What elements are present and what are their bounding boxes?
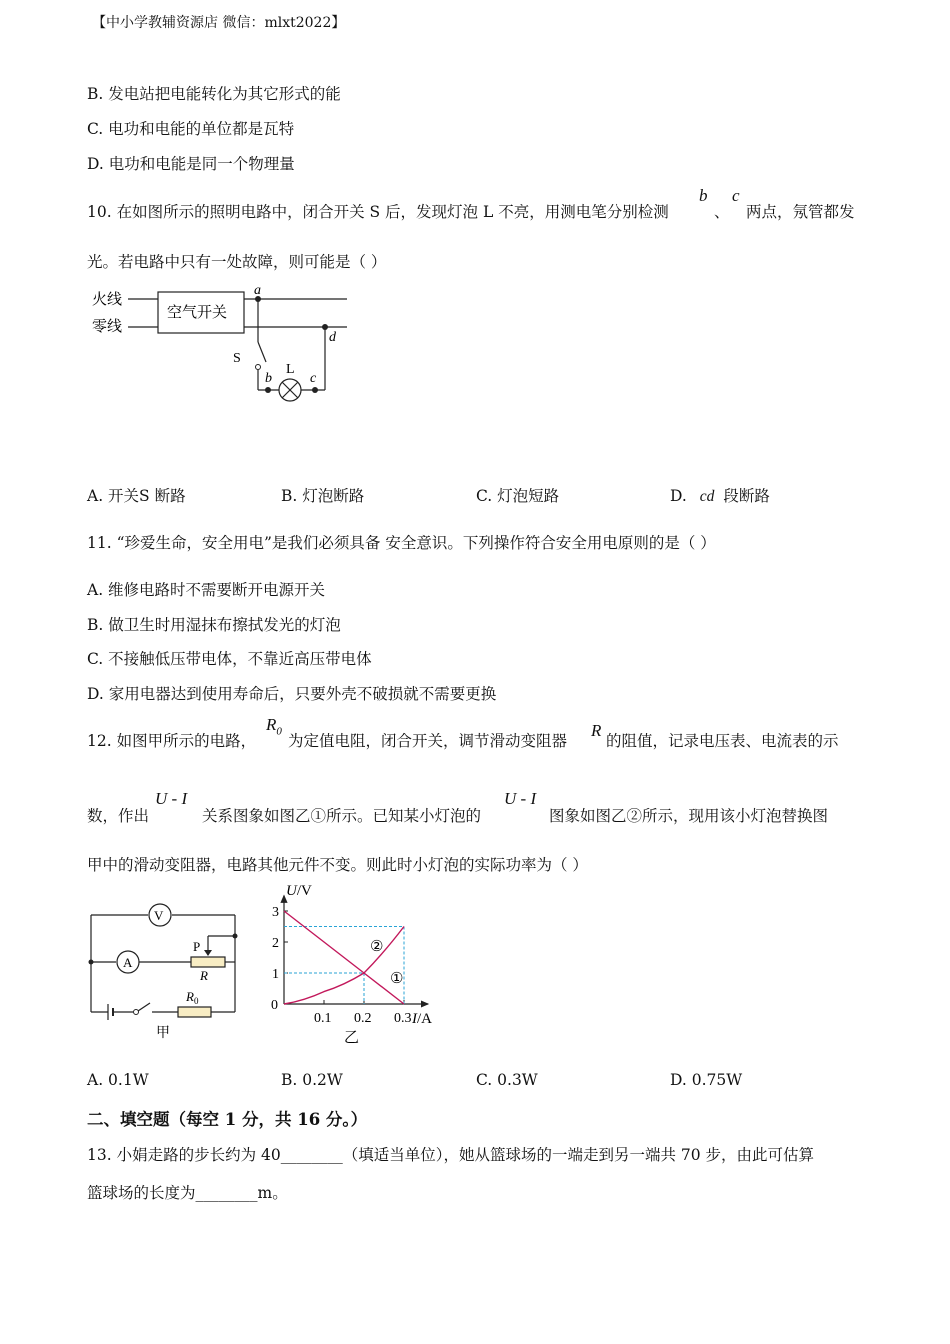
figure-yi-label: 乙 bbox=[344, 1030, 360, 1045]
q10-stem-line1 bbox=[87, 200, 669, 222]
q12-R0-letter: R bbox=[266, 715, 277, 734]
y-tick-label: 1 bbox=[272, 967, 279, 982]
q10-option-d-text: 段断路 bbox=[723, 487, 770, 505]
q9-option-c: C. 电功和电能的单位都是瓦特 bbox=[87, 120, 295, 138]
series-1-label: ① bbox=[390, 971, 404, 988]
label-S: S bbox=[233, 351, 241, 366]
ammeter-label: A bbox=[123, 955, 133, 970]
q12-stem-text-c: 的阻值，记录电压表、电流表的示 bbox=[606, 732, 839, 750]
section-2-heading: 二、填空题（每空 1 分，共 16 分。） bbox=[87, 1110, 368, 1129]
q12-R0-sub: 0 bbox=[276, 725, 282, 738]
q13-line1: 13. 小娟走路的步长约为 40________（填适当单位），她从篮球场的一端走到另一端共 70 步，由此可估算 bbox=[87, 1146, 815, 1164]
q12-stem-text-b: 为定值电阻，闭合开关，调节滑动变阻器 bbox=[288, 732, 568, 750]
rheostat-R-label: R bbox=[200, 968, 208, 983]
y-axis-label: U/V bbox=[286, 883, 312, 899]
q10-option-b: B. 灯泡断路 bbox=[281, 487, 365, 505]
resistor-R0-label bbox=[185, 989, 199, 1006]
q10-option-c: C. 灯泡短路 bbox=[476, 487, 560, 505]
label-c: c bbox=[310, 371, 317, 386]
q10-circuit-figure bbox=[86, 280, 366, 410]
node-c bbox=[312, 387, 318, 393]
page-header: 【中小学教辅资源店 微信：mlxt2022】 bbox=[92, 15, 346, 31]
node-d bbox=[322, 324, 328, 330]
q11-stem: 11. “珍爱生命，安全用电”是我们必须具备 安全意识。下列操作符合安全用电原则的是（ ） bbox=[87, 534, 716, 552]
series-1-line bbox=[284, 911, 404, 1004]
q12-stem-line3: 甲中的滑动变阻器，电路其他元件不变。则此时小灯泡的实际功率为（ ） bbox=[87, 856, 588, 874]
q12-stem-text-a: 12. 如图甲所示的电路， bbox=[87, 732, 257, 750]
q12-option-a: A. 0.1W bbox=[87, 1071, 149, 1089]
q12-graph-yi bbox=[266, 880, 456, 1045]
q10-option-d bbox=[670, 484, 770, 506]
q12-option-b: B. 0.2W bbox=[281, 1071, 343, 1089]
q9-option-b: B. 发电站把电能转化为其它形式的能 bbox=[87, 85, 341, 103]
q12-option-d: D. 0.75W bbox=[670, 1071, 743, 1089]
neutral-wire-label: 零线 bbox=[92, 319, 123, 335]
q12-symbol-R: R bbox=[591, 721, 602, 740]
x-tick-label: 0.3 bbox=[394, 1011, 412, 1026]
switch-S bbox=[258, 342, 266, 362]
q10-option-d-symbol: cd bbox=[699, 488, 715, 505]
label-a: a bbox=[254, 283, 261, 298]
q12-option-c: C. 0.3W bbox=[476, 1071, 538, 1089]
q10-symbol-b: b bbox=[699, 186, 708, 205]
resistor-R0 bbox=[178, 1007, 211, 1017]
node-b bbox=[265, 387, 271, 393]
q13-line2: 篮球场的长度为________m。 bbox=[87, 1184, 288, 1202]
q10-symbol-c: c bbox=[732, 186, 740, 205]
q10-separator: 、 bbox=[714, 203, 730, 221]
q12-symbol-R0 bbox=[266, 715, 282, 737]
y-tick-label: 2 bbox=[272, 936, 279, 951]
resistor-R0-sub: 0 bbox=[193, 996, 199, 1006]
q11-option-b: B. 做卫生时用湿抹布擦拭发光的灯泡 bbox=[87, 616, 341, 634]
series-2-label: ② bbox=[370, 939, 384, 956]
switch-contact bbox=[256, 365, 261, 370]
q12-stem-line2-b: 关系图象如图乙①所示。已知某小灯泡的 bbox=[202, 807, 482, 825]
slider-P-label: P bbox=[193, 939, 201, 954]
x-axis-label: I/A bbox=[412, 1011, 432, 1027]
q10-stem-line2: 光。若电路中只有一处故障，则可能是（ ） bbox=[87, 253, 387, 271]
rheostat-R bbox=[191, 957, 225, 967]
label-d: d bbox=[329, 330, 336, 345]
q11-option-d: D. 家用电器达到使用寿命后，只要外壳不破损就不需要更换 bbox=[87, 685, 497, 703]
q12-UI-1: U - I bbox=[155, 789, 188, 808]
q11-option-c: C. 不接触低压带电体，不靠近高压带电体 bbox=[87, 650, 372, 668]
q12-UI-2: U - I bbox=[504, 789, 537, 808]
voltmeter-label: V bbox=[154, 908, 164, 923]
figure-jia-label: 甲 bbox=[156, 1026, 170, 1041]
q10-stem-text-a: 10. 在如图所示的照明电路中，闭合开关 S 后，发现灯泡 L 不亮，用测电笔分别检测 bbox=[87, 203, 669, 221]
label-b: b bbox=[265, 371, 272, 386]
switch bbox=[138, 1003, 150, 1011]
q12-stem-line2-c: 图象如图乙②所示，现用该小灯泡替换图 bbox=[549, 807, 829, 825]
q11-option-a: A. 维修电路时不需要断开电源开关 bbox=[87, 581, 326, 599]
q10-stem-text-b: 两点，氖管都发 bbox=[746, 203, 855, 221]
q12-circuit-jia bbox=[86, 900, 246, 1050]
q10-option-d-prefix: D. bbox=[670, 487, 687, 505]
x-tick-label: 0.2 bbox=[354, 1011, 372, 1026]
live-wire-label: 火线 bbox=[92, 292, 123, 308]
q12-stem-line2-a: 数，作出 bbox=[87, 807, 150, 825]
y-tick-label: 3 bbox=[272, 905, 279, 920]
air-breaker-label: 空气开关 bbox=[167, 305, 228, 321]
label-L: L bbox=[286, 362, 295, 377]
origin-label: 0 bbox=[271, 998, 278, 1013]
q10-option-a: A. 开关S 断路 bbox=[87, 487, 186, 505]
series-2-curve bbox=[284, 927, 404, 1005]
resistor-R0-letter: R bbox=[186, 989, 194, 1004]
x-tick-label: 0.1 bbox=[314, 1011, 332, 1026]
q9-option-d: D. 电功和电能是同一个物理量 bbox=[87, 155, 295, 173]
